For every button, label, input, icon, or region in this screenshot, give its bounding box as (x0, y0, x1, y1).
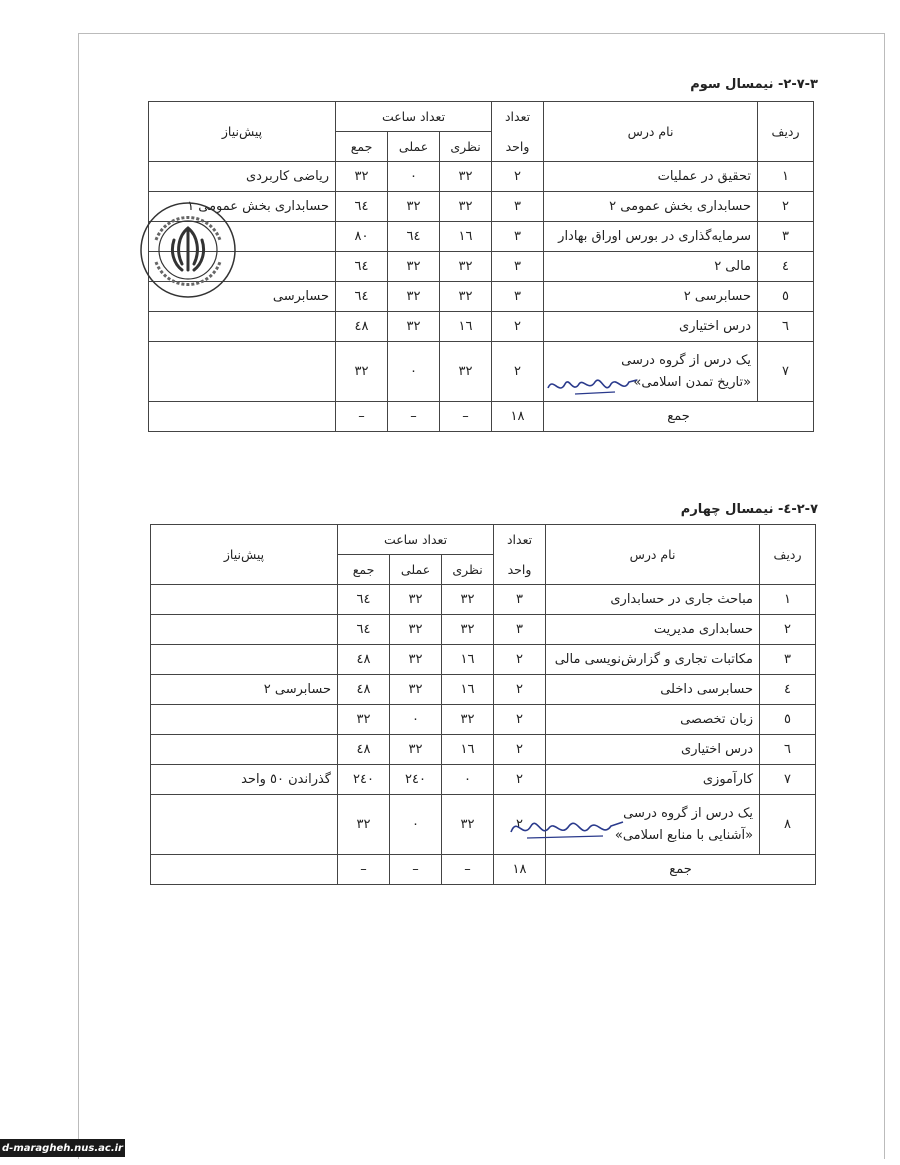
units-cell: ۳ (492, 282, 544, 312)
course-name (546, 705, 760, 735)
course-name-line: سرمایه‌گذاری در بورس اوراق بهادار (558, 229, 752, 244)
course-name-line: مالی ۲ (714, 259, 752, 274)
header-total: جمع (336, 132, 388, 162)
course-name-line: درس اختیاری (679, 319, 752, 334)
table-row (151, 705, 816, 735)
header-units-1: تعداد (492, 102, 544, 132)
practical-hours-cell: ۰ (390, 705, 442, 735)
practical-hours-cell: ۳۲ (388, 192, 440, 222)
table-row (151, 615, 816, 645)
sum-practical: – (388, 402, 440, 432)
units-cell: ۲ (494, 765, 546, 795)
handwritten-signature-2-icon (507, 812, 627, 844)
practical-hours-cell: ۰ (388, 342, 440, 402)
sum-row (151, 855, 816, 885)
practical-hours-cell: ۰ (388, 162, 440, 192)
course-table-semester-4 (150, 524, 816, 885)
total-hours-cell: ٦٤ (336, 282, 388, 312)
table-row (151, 675, 816, 705)
units-cell: ۲ (494, 795, 546, 855)
sum-prereq (149, 402, 336, 432)
theory-hours-cell: ۱٦ (442, 675, 494, 705)
prereq-cell (151, 645, 338, 675)
table-row (151, 795, 816, 855)
prereq-cell (151, 615, 338, 645)
practical-hours-cell: ۳۲ (390, 645, 442, 675)
row-index: ۳ (760, 645, 816, 675)
prereq-cell: حسابرسی (149, 282, 336, 312)
total-hours-cell: ۸۰ (336, 222, 388, 252)
header-units-1: تعداد (494, 525, 546, 555)
prereq-cell (151, 585, 338, 615)
course-name-line: حسابداری مدیریت (653, 622, 754, 637)
sum-label: جمع (546, 855, 816, 885)
row-index: ٥ (760, 705, 816, 735)
row-index: ۱ (760, 585, 816, 615)
sum-total: – (338, 855, 390, 885)
course-name (544, 282, 758, 312)
row-index: ٦ (758, 312, 814, 342)
row-index: ۱ (758, 162, 814, 192)
section-title-semester-4: ۲-۷-٤- نیمسال چهارم (680, 502, 818, 517)
total-hours-cell: ٤۸ (338, 735, 390, 765)
units-cell: ۳ (492, 252, 544, 282)
theory-hours-cell: ۳۲ (442, 615, 494, 645)
header-row: ردیف (760, 525, 816, 585)
table-row (149, 192, 814, 222)
course-name (546, 675, 760, 705)
sum-total: – (336, 402, 388, 432)
footer-domain-badge: d-maragheh.nus.ac.ir (0, 1139, 125, 1157)
sum-practical: – (390, 855, 442, 885)
practical-hours-cell: ۳۲ (388, 252, 440, 282)
row-index: ٥ (758, 282, 814, 312)
course-name (546, 645, 760, 675)
course-name (544, 312, 758, 342)
practical-hours-cell: ٦٤ (388, 222, 440, 252)
prereq-cell: حسابرسی ۲ (151, 675, 338, 705)
units-cell: ۳ (492, 192, 544, 222)
units-cell: ۲ (492, 312, 544, 342)
practical-hours-cell: ۳۲ (388, 282, 440, 312)
table-row (149, 282, 814, 312)
total-hours-cell: ٦٤ (336, 192, 388, 222)
row-index: ۳ (758, 222, 814, 252)
header-course-name: نام درس (546, 525, 760, 585)
course-name-line: حسابرسی ۲ (683, 289, 752, 304)
table-row (151, 585, 816, 615)
total-hours-cell: ۲٤۰ (338, 765, 390, 795)
table-row (151, 735, 816, 765)
prereq-cell (151, 795, 338, 855)
course-name (546, 735, 760, 765)
course-name-line: کارآموزی (702, 772, 754, 787)
practical-hours-cell: ۲٤۰ (390, 765, 442, 795)
row-index: ٦ (760, 735, 816, 765)
official-seal-icon (138, 200, 238, 300)
total-hours-cell: ٤۸ (336, 312, 388, 342)
theory-hours-cell: ۰ (442, 765, 494, 795)
units-cell: ۳ (494, 585, 546, 615)
header-theory: نظری (442, 555, 494, 585)
total-hours-cell: ۳۲ (338, 795, 390, 855)
practical-hours-cell: ۳۲ (390, 675, 442, 705)
header-practical: عملی (388, 132, 440, 162)
theory-hours-cell: ۳۲ (440, 342, 492, 402)
theory-hours-cell: ۳۲ (442, 795, 494, 855)
total-hours-cell: ۳۲ (336, 162, 388, 192)
practical-hours-cell: ۳۲ (388, 312, 440, 342)
practical-hours-cell: ۳۲ (390, 585, 442, 615)
sum-units: ۱۸ (494, 855, 546, 885)
course-name-line: یک درس از گروه درسی (621, 352, 752, 368)
header-hours: تعداد ساعت (336, 102, 492, 132)
header-prereq: پیش‌نیاز (151, 525, 338, 585)
course-name (546, 585, 760, 615)
row-index: ۷ (758, 342, 814, 402)
practical-hours-cell: ۳۲ (390, 615, 442, 645)
theory-hours-cell: ۳۲ (440, 252, 492, 282)
units-cell: ۳ (492, 222, 544, 252)
row-index: ۲ (760, 615, 816, 645)
course-rows (151, 585, 816, 885)
sum-row (149, 402, 814, 432)
theory-hours-cell: ۳۲ (440, 192, 492, 222)
course-name (546, 765, 760, 795)
theory-hours-cell: ۱٦ (440, 312, 492, 342)
course-name (546, 615, 760, 645)
header-course-name: نام درس (544, 102, 758, 162)
course-name (544, 252, 758, 282)
units-cell: ۲ (492, 342, 544, 402)
theory-hours-cell: ۳۲ (442, 705, 494, 735)
course-name-line: درس اختیاری (681, 742, 754, 757)
course-group-name: «تاریخ تمدن اسلامی» (633, 374, 752, 390)
section-title-semester-3: ۲-۷-۳- نیمسال سوم (690, 77, 818, 92)
total-hours-cell: ٦٤ (338, 585, 390, 615)
row-index: ٤ (758, 252, 814, 282)
table-row (149, 312, 814, 342)
course-table-semester-3 (148, 101, 814, 432)
units-cell: ۳ (494, 615, 546, 645)
units-cell: ۲ (492, 162, 544, 192)
course-name-line: زبان تخصصی (680, 712, 754, 727)
row-index: ۸ (760, 795, 816, 855)
header-units-2: واحد (492, 132, 544, 162)
course-name (544, 162, 758, 192)
course-name-line: حسابداری بخش عمومی ۲ (609, 199, 752, 214)
units-cell: ۲ (494, 705, 546, 735)
header-units-2: واحد (494, 555, 546, 585)
header-total: جمع (338, 555, 390, 585)
sum-units: ۱۸ (492, 402, 544, 432)
header-hours: تعداد ساعت (338, 525, 494, 555)
prereq-cell (149, 312, 336, 342)
total-hours-cell: ۳۲ (336, 342, 388, 402)
units-cell: ۲ (494, 645, 546, 675)
units-cell: ۲ (494, 735, 546, 765)
theory-hours-cell: ۱٦ (442, 645, 494, 675)
header-prereq: پیش‌نیاز (149, 102, 336, 162)
sum-label: جمع (544, 402, 814, 432)
total-hours-cell: ۳۲ (338, 705, 390, 735)
table-row (149, 162, 814, 192)
row-index: ۲ (758, 192, 814, 222)
sum-prereq (151, 855, 338, 885)
table-row (151, 765, 816, 795)
theory-hours-cell: ۱٦ (440, 222, 492, 252)
table-row (151, 645, 816, 675)
prereq-cell (151, 705, 338, 735)
header-theory: نظری (440, 132, 492, 162)
prereq-cell: حسابداری بخش عمومی ۱ (149, 192, 336, 222)
course-group-name: «آشنایی با منابع اسلامی» (614, 827, 754, 843)
prereq-cell: گذراندن ٥۰ واحد (151, 765, 338, 795)
theory-hours-cell: ۳۲ (440, 282, 492, 312)
total-hours-cell: ٤۸ (338, 645, 390, 675)
course-name-line: حسابرسی داخلی (660, 682, 754, 697)
course-rows (149, 162, 814, 432)
row-index: ٤ (760, 675, 816, 705)
header-practical: عملی (390, 555, 442, 585)
header-row: ردیف (758, 102, 814, 162)
prereq-cell (151, 735, 338, 765)
course-name-line: تحقیق در عملیات (657, 169, 752, 184)
course-name-line: یک درس از گروه درسی (623, 805, 754, 821)
total-hours-cell: ٤۸ (338, 675, 390, 705)
practical-hours-cell: ۰ (390, 795, 442, 855)
theory-hours-cell: ۳۲ (442, 585, 494, 615)
course-name-line: مباحث جاری در حسابداری (610, 592, 754, 607)
table-row (149, 342, 814, 402)
course-name (544, 192, 758, 222)
table-row (149, 252, 814, 282)
prereq-cell (149, 342, 336, 402)
handwritten-signature-1-icon (545, 370, 640, 400)
units-cell: ۲ (494, 675, 546, 705)
course-name (544, 222, 758, 252)
theory-hours-cell: ۱٦ (442, 735, 494, 765)
course-name-line: مکاتبات تجاری و گزارش‌نویسی مالی (554, 652, 754, 667)
table-row (149, 222, 814, 252)
total-hours-cell: ٦٤ (336, 252, 388, 282)
practical-hours-cell: ۳۲ (390, 735, 442, 765)
row-index: ۷ (760, 765, 816, 795)
total-hours-cell: ٦٤ (338, 615, 390, 645)
theory-hours-cell: ۳۲ (440, 162, 492, 192)
sum-theory: – (442, 855, 494, 885)
sum-theory: – (440, 402, 492, 432)
prereq-cell: ریاضی کاربردی (149, 162, 336, 192)
